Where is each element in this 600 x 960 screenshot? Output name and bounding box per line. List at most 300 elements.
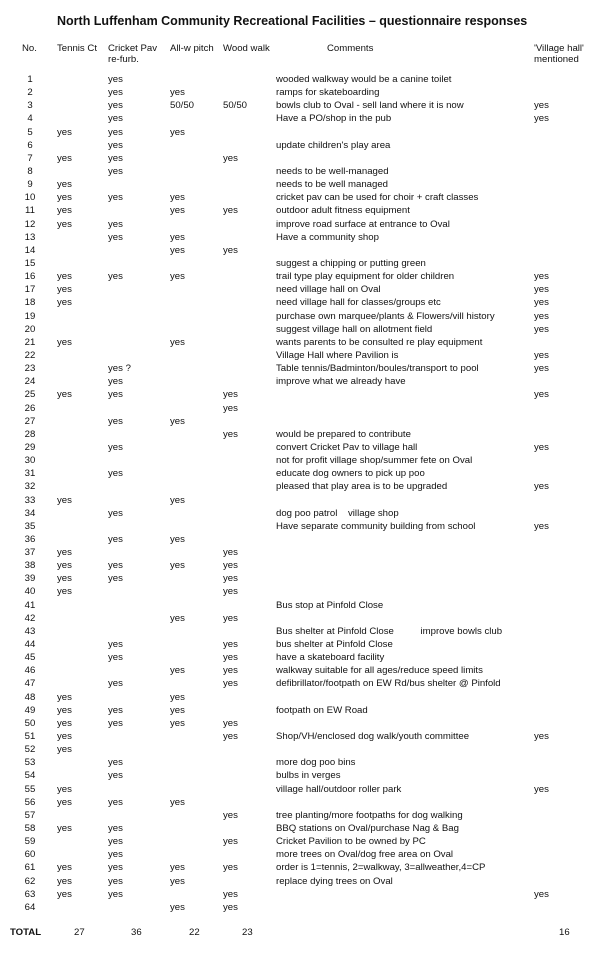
comment-cell: Village Hall where Pavilion is [276, 349, 399, 361]
total-label: TOTAL [10, 927, 42, 938]
allw-pitch-cell: 50/50 [170, 100, 195, 112]
response-number: 46 [24, 665, 36, 677]
response-number: 42 [24, 612, 36, 624]
response-number: 28 [24, 428, 36, 440]
header-comments: Comments [327, 43, 374, 54]
wood-walk-cell: yes [223, 731, 238, 743]
comment-cell: village hall/outdoor roller park [276, 783, 402, 795]
wood-walk-cell: yes [223, 547, 238, 559]
wood-walk-cell: yes [223, 612, 238, 624]
cricket-cell: yes [108, 74, 123, 85]
wood-walk-cell: yes [223, 809, 238, 821]
village-hall-cell: yes [534, 731, 549, 743]
allw-pitch-cell: yes [170, 415, 185, 427]
header-allw: All-w pitch [170, 43, 214, 54]
tennis-cell: yes [57, 862, 72, 874]
response-number: 21 [24, 336, 36, 348]
comment-cell: need village hall on Oval [276, 284, 381, 296]
response-number: 47 [24, 678, 36, 690]
table-row [0, 861, 600, 874]
tennis-cell: yes [57, 888, 72, 900]
header-tennis: Tennis Ct [57, 43, 97, 54]
header-cricket-line2: re-furb. [108, 54, 139, 65]
wood-walk-cell: yes [223, 862, 238, 874]
cricket-cell: yes [108, 652, 123, 664]
comment-cell: Bus stop at Pinfold Close [276, 599, 384, 611]
cricket-cell: yes [108, 152, 123, 164]
allw-pitch-cell: yes [170, 796, 185, 808]
table-row [0, 507, 600, 520]
table-row [0, 638, 600, 651]
response-number: 15 [24, 257, 36, 269]
tennis-cell: yes [57, 744, 72, 756]
wood-walk-cell: yes [223, 402, 238, 414]
table-row [0, 296, 600, 309]
comment-cell: replace dying trees on Oval [276, 875, 393, 887]
village-hall-cell: yes [534, 349, 549, 361]
table-row [0, 112, 600, 125]
tennis-cell: yes [57, 271, 72, 283]
cricket-cell: yes [108, 165, 123, 177]
comment-cell: would be prepared to contribute [276, 428, 411, 440]
allw-pitch-cell: yes [170, 244, 185, 256]
comment-cell: bowls club to Oval - sell land where it is now [276, 100, 464, 112]
table-row [0, 901, 600, 914]
wood-walk-cell: yes [223, 836, 238, 848]
comment-cell: need village hall for classes/groups etc [276, 297, 441, 309]
response-number: 18 [24, 297, 36, 309]
table-row [0, 743, 600, 756]
cricket-cell: yes [108, 717, 123, 729]
table-row [0, 375, 600, 388]
village-hall-cell: yes [534, 113, 549, 125]
wood-walk-cell: yes [223, 639, 238, 651]
response-number: 13 [24, 231, 36, 243]
allw-pitch-cell: yes [170, 665, 185, 677]
cricket-cell: yes [108, 126, 123, 138]
wood-walk-cell: 50/50 [223, 100, 248, 112]
comment-cell: outdoor adult fitness equipment [276, 205, 410, 217]
response-number: 5 [27, 126, 33, 138]
response-number: 8 [27, 165, 33, 177]
comment-cell: Bus shelter at Pinfold Close improve bowls club [276, 625, 503, 637]
comment-cell: more trees on Oval/dog free area on Oval [276, 849, 454, 861]
response-number: 17 [24, 284, 36, 296]
allw-pitch-cell: yes [170, 533, 185, 545]
table-row [0, 546, 600, 559]
allw-pitch-cell: yes [170, 231, 185, 243]
allw-pitch-cell: yes [170, 87, 185, 99]
cricket-cell: yes [108, 560, 123, 572]
comment-cell: needs to be well managed [276, 179, 389, 191]
comment-cell: suggest village hall on allotment field [276, 323, 433, 335]
response-number: 48 [24, 691, 36, 703]
cricket-cell: yes [108, 87, 123, 99]
comment-cell: cricket pav can be used for choir + craft classes [276, 192, 479, 204]
response-number: 36 [24, 533, 36, 545]
table-row [0, 467, 600, 480]
response-number: 31 [24, 468, 36, 480]
village-hall-cell: yes [534, 520, 549, 532]
tennis-cell: yes [57, 823, 72, 835]
table-row [0, 875, 600, 888]
table-row [0, 191, 600, 204]
allw-pitch-cell: yes [170, 205, 185, 217]
wood-walk-cell: yes [223, 678, 238, 690]
allw-pitch-cell: yes [170, 901, 185, 913]
wood-walk-cell: yes [223, 152, 238, 164]
total-cricket: 36 [131, 927, 142, 938]
response-number: 49 [24, 704, 36, 716]
cricket-cell: yes [108, 875, 123, 887]
village-hall-cell: yes [534, 481, 549, 493]
tennis-cell: yes [57, 205, 72, 217]
comment-cell: needs to be well-managed [276, 165, 389, 177]
response-number: 41 [24, 599, 36, 611]
response-number: 4 [27, 113, 33, 125]
table-row [0, 178, 600, 191]
table-row [0, 454, 600, 467]
comment-cell: wants parents to be consulted re play equipment [276, 336, 483, 348]
table-row [0, 244, 600, 257]
wood-walk-cell: yes [223, 560, 238, 572]
village-hall-cell: yes [534, 100, 549, 112]
comment-cell: bulbs in verges [276, 770, 341, 782]
table-row [0, 664, 600, 677]
cricket-cell: yes [108, 796, 123, 808]
comment-cell: Cricket Pavilion to be owned by PC [276, 836, 426, 848]
response-number: 12 [24, 218, 36, 230]
tennis-cell: yes [57, 218, 72, 230]
header-no: No. [22, 43, 37, 54]
tennis-cell: yes [57, 192, 72, 204]
allw-pitch-cell: yes [170, 336, 185, 348]
tennis-cell: yes [57, 704, 72, 716]
comment-cell: Shop/VH/enclosed dog walk/youth committee [276, 731, 470, 743]
response-number: 23 [24, 363, 36, 375]
tennis-cell: yes [57, 783, 72, 795]
response-number: 10 [24, 192, 36, 204]
response-number: 43 [24, 625, 36, 637]
table-row [0, 572, 600, 585]
response-number: 26 [24, 402, 36, 414]
cricket-cell: yes [108, 113, 123, 125]
comment-cell: Have a PO/shop in the pub [276, 113, 392, 125]
response-number: 45 [24, 652, 36, 664]
table-row [0, 796, 600, 809]
table-row [0, 402, 600, 415]
table-row [0, 783, 600, 796]
response-number: 40 [24, 586, 36, 598]
table-row [0, 520, 600, 533]
response-number: 60 [24, 849, 36, 861]
table-row [0, 99, 600, 112]
tennis-cell: yes [57, 284, 72, 296]
allw-pitch-cell: yes [170, 875, 185, 887]
response-number: 39 [24, 573, 36, 585]
responses-table [0, 73, 600, 914]
response-number: 53 [24, 757, 36, 769]
wood-walk-cell: yes [223, 205, 238, 217]
table-row [0, 349, 600, 362]
cricket-cell: yes ? [108, 363, 131, 375]
table-row [0, 691, 600, 704]
village-hall-cell: yes [534, 389, 549, 401]
comment-cell: have a skateboard facility [276, 652, 385, 664]
village-hall-cell: yes [534, 284, 549, 296]
response-number: 35 [24, 520, 36, 532]
comment-cell: trail type play equipment for older children [276, 271, 455, 283]
table-row [0, 599, 600, 612]
table-row [0, 494, 600, 507]
tennis-cell: yes [57, 494, 72, 506]
comment-cell: pleased that play area is to be upgraded [276, 481, 448, 493]
tennis-cell: yes [57, 152, 72, 164]
allw-pitch-cell: yes [170, 560, 185, 572]
wood-walk-cell: yes [223, 652, 238, 664]
tennis-cell: yes [57, 731, 72, 743]
wood-walk-cell: yes [223, 901, 238, 913]
header-village-hall-line1: 'Village hall' [534, 43, 584, 54]
cricket-cell: yes [108, 888, 123, 900]
response-number: 52 [24, 744, 36, 756]
table-row [0, 310, 600, 323]
table-row [0, 231, 600, 244]
table-row [0, 415, 600, 428]
response-number: 9 [27, 179, 33, 191]
village-hall-cell: yes [534, 363, 549, 375]
table-row [0, 336, 600, 349]
table-row [0, 257, 600, 270]
cricket-cell: yes [108, 639, 123, 651]
tennis-cell: yes [57, 573, 72, 585]
table-row [0, 612, 600, 625]
village-hall-cell: yes [534, 271, 549, 283]
response-number: 19 [24, 310, 36, 322]
total-allw: 22 [189, 927, 200, 938]
response-number: 14 [24, 244, 36, 256]
response-number: 7 [27, 152, 33, 164]
wood-walk-cell: yes [223, 888, 238, 900]
table-row [0, 388, 600, 401]
cricket-cell: yes [108, 507, 123, 519]
response-number: 63 [24, 888, 36, 900]
response-number: 22 [24, 349, 36, 361]
table-row [0, 441, 600, 454]
table-row [0, 888, 600, 901]
table-row [0, 152, 600, 165]
response-number: 51 [24, 731, 36, 743]
table-row [0, 165, 600, 178]
village-hall-cell: yes [534, 888, 549, 900]
cricket-cell: yes [108, 415, 123, 427]
total-tennis: 27 [74, 927, 85, 938]
comment-cell: improve what we already have [276, 376, 406, 388]
allw-pitch-cell: yes [170, 717, 185, 729]
cricket-cell: yes [108, 376, 123, 388]
tennis-cell: yes [57, 179, 72, 191]
tennis-cell: yes [57, 336, 72, 348]
wood-walk-cell: yes [223, 665, 238, 677]
response-number: 61 [24, 862, 36, 874]
response-number: 32 [24, 481, 36, 493]
comment-cell: tree planting/more footpaths for dog walking [276, 809, 463, 821]
response-number: 58 [24, 823, 36, 835]
header-village-hall [534, 43, 584, 65]
cricket-cell: yes [108, 231, 123, 243]
allw-pitch-cell: yes [170, 494, 185, 506]
response-number: 38 [24, 560, 36, 572]
cricket-cell: yes [108, 704, 123, 716]
comment-cell: bus shelter at Pinfold Close [276, 639, 393, 651]
table-row [0, 283, 600, 296]
cricket-cell: yes [108, 271, 123, 283]
table-row [0, 756, 600, 769]
cricket-cell: yes [108, 533, 123, 545]
cricket-cell: yes [108, 468, 123, 480]
comment-cell: Have a community shop [276, 231, 379, 243]
response-number: 11 [25, 205, 35, 217]
comment-cell: not for profit village shop/summer fete on Oval [276, 455, 473, 467]
table-row [0, 323, 600, 336]
cricket-cell: yes [108, 389, 123, 401]
allw-pitch-cell: yes [170, 271, 185, 283]
total-village-hall: 16 [559, 927, 570, 938]
cricket-cell: yes [108, 678, 123, 690]
cricket-cell: yes [108, 836, 123, 848]
table-row [0, 651, 600, 664]
header-cricket-line1: Cricket Pav [108, 43, 158, 54]
table-row [0, 559, 600, 572]
table-row [0, 717, 600, 730]
header-wood: Wood walk [223, 43, 270, 54]
table-row [0, 73, 600, 86]
table-row [0, 362, 600, 375]
cricket-cell: yes [108, 862, 123, 874]
cricket-cell: yes [108, 441, 123, 453]
table-row [0, 428, 600, 441]
table-row [0, 677, 600, 690]
tennis-cell: yes [57, 796, 72, 808]
tennis-cell: yes [57, 875, 72, 887]
comment-cell: ramps for skateboarding [276, 87, 380, 99]
document-title: North Luffenham Community Recreational Facilities – questionnaire responses [57, 14, 528, 28]
table-row [0, 126, 600, 139]
tennis-cell: yes [57, 586, 72, 598]
response-number: 6 [27, 139, 33, 151]
response-number: 44 [24, 639, 36, 651]
comment-cell: improve road surface at entrance to Oval [276, 218, 450, 230]
table-row [0, 809, 600, 822]
wood-walk-cell: yes [223, 717, 238, 729]
wood-walk-cell: yes [223, 586, 238, 598]
village-hall-cell: yes [534, 441, 549, 453]
cricket-cell: yes [108, 770, 123, 782]
response-number: 27 [24, 415, 36, 427]
allw-pitch-cell: yes [170, 691, 185, 703]
table-row [0, 848, 600, 861]
response-number: 34 [24, 507, 36, 519]
village-hall-cell: yes [534, 323, 549, 335]
tennis-cell: yes [57, 717, 72, 729]
table-row [0, 704, 600, 717]
tennis-cell: yes [57, 547, 72, 559]
comment-cell: BBQ stations on Oval/purchase Nag & Bag [276, 823, 459, 835]
header-village-hall-line2: mentioned [534, 54, 579, 65]
response-number: 64 [24, 901, 36, 913]
comment-cell: wooded walkway would be a canine toilet [276, 74, 452, 85]
comment-cell: defibrillator/footpath on EW Rd/bus shelter @ Pinfold [276, 678, 501, 690]
comment-cell: purchase own marquee/plants & Flowers/vill history [276, 310, 495, 322]
comment-cell: suggest a chipping or putting green [276, 257, 426, 269]
cricket-cell: yes [108, 192, 123, 204]
cricket-cell: yes [108, 100, 123, 112]
comment-cell: more dog poo bins [276, 757, 356, 769]
comment-cell: update children's play area [276, 139, 391, 151]
cricket-cell: yes [108, 573, 123, 585]
response-number: 57 [24, 809, 36, 821]
table-row [0, 480, 600, 493]
table-row [0, 822, 600, 835]
tennis-cell: yes [57, 691, 72, 703]
cricket-cell: yes [108, 218, 123, 230]
wood-walk-cell: yes [223, 244, 238, 256]
response-number: 29 [24, 441, 36, 453]
village-hall-cell: yes [534, 310, 549, 322]
response-number: 59 [24, 836, 36, 848]
wood-walk-cell: yes [223, 573, 238, 585]
header-cricket [108, 43, 157, 65]
table-row [0, 585, 600, 598]
response-number: 55 [24, 783, 36, 795]
village-hall-cell: yes [534, 783, 549, 795]
response-number: 16 [24, 271, 36, 283]
table-row [0, 204, 600, 217]
cricket-cell: yes [108, 139, 123, 151]
response-number: 24 [24, 376, 36, 388]
response-number: 25 [24, 389, 36, 401]
total-wood: 23 [242, 927, 253, 938]
allw-pitch-cell: yes [170, 612, 185, 624]
comment-cell: Have separate community building from school [276, 520, 476, 532]
tennis-cell: yes [57, 389, 72, 401]
response-number: 20 [24, 323, 36, 335]
comment-cell: Table tennis/Badminton/boules/transport to pool [276, 363, 479, 375]
cricket-cell: yes [108, 849, 123, 861]
table-row [0, 218, 600, 231]
wood-walk-cell: yes [223, 428, 238, 440]
table-row [0, 533, 600, 546]
response-number: 3 [27, 100, 33, 112]
response-number: 37 [24, 547, 36, 559]
tennis-cell: yes [57, 560, 72, 572]
table-row [0, 270, 600, 283]
table-row [0, 769, 600, 782]
response-number: 50 [24, 717, 36, 729]
allw-pitch-cell: yes [170, 192, 185, 204]
comment-cell: dog poo patrol village shop [276, 507, 399, 519]
comment-cell: walkway suitable for all ages/reduce speed limits [276, 665, 483, 677]
response-number: 33 [24, 494, 36, 506]
wood-walk-cell: yes [223, 389, 238, 401]
table-row [0, 86, 600, 99]
response-number: 1 [27, 74, 33, 85]
comment-cell: footpath on EW Road [276, 704, 368, 716]
table-row [0, 730, 600, 743]
allw-pitch-cell: yes [170, 126, 185, 138]
tennis-cell: yes [57, 126, 72, 138]
comment-cell: educate dog owners to pick up poo [276, 468, 425, 480]
